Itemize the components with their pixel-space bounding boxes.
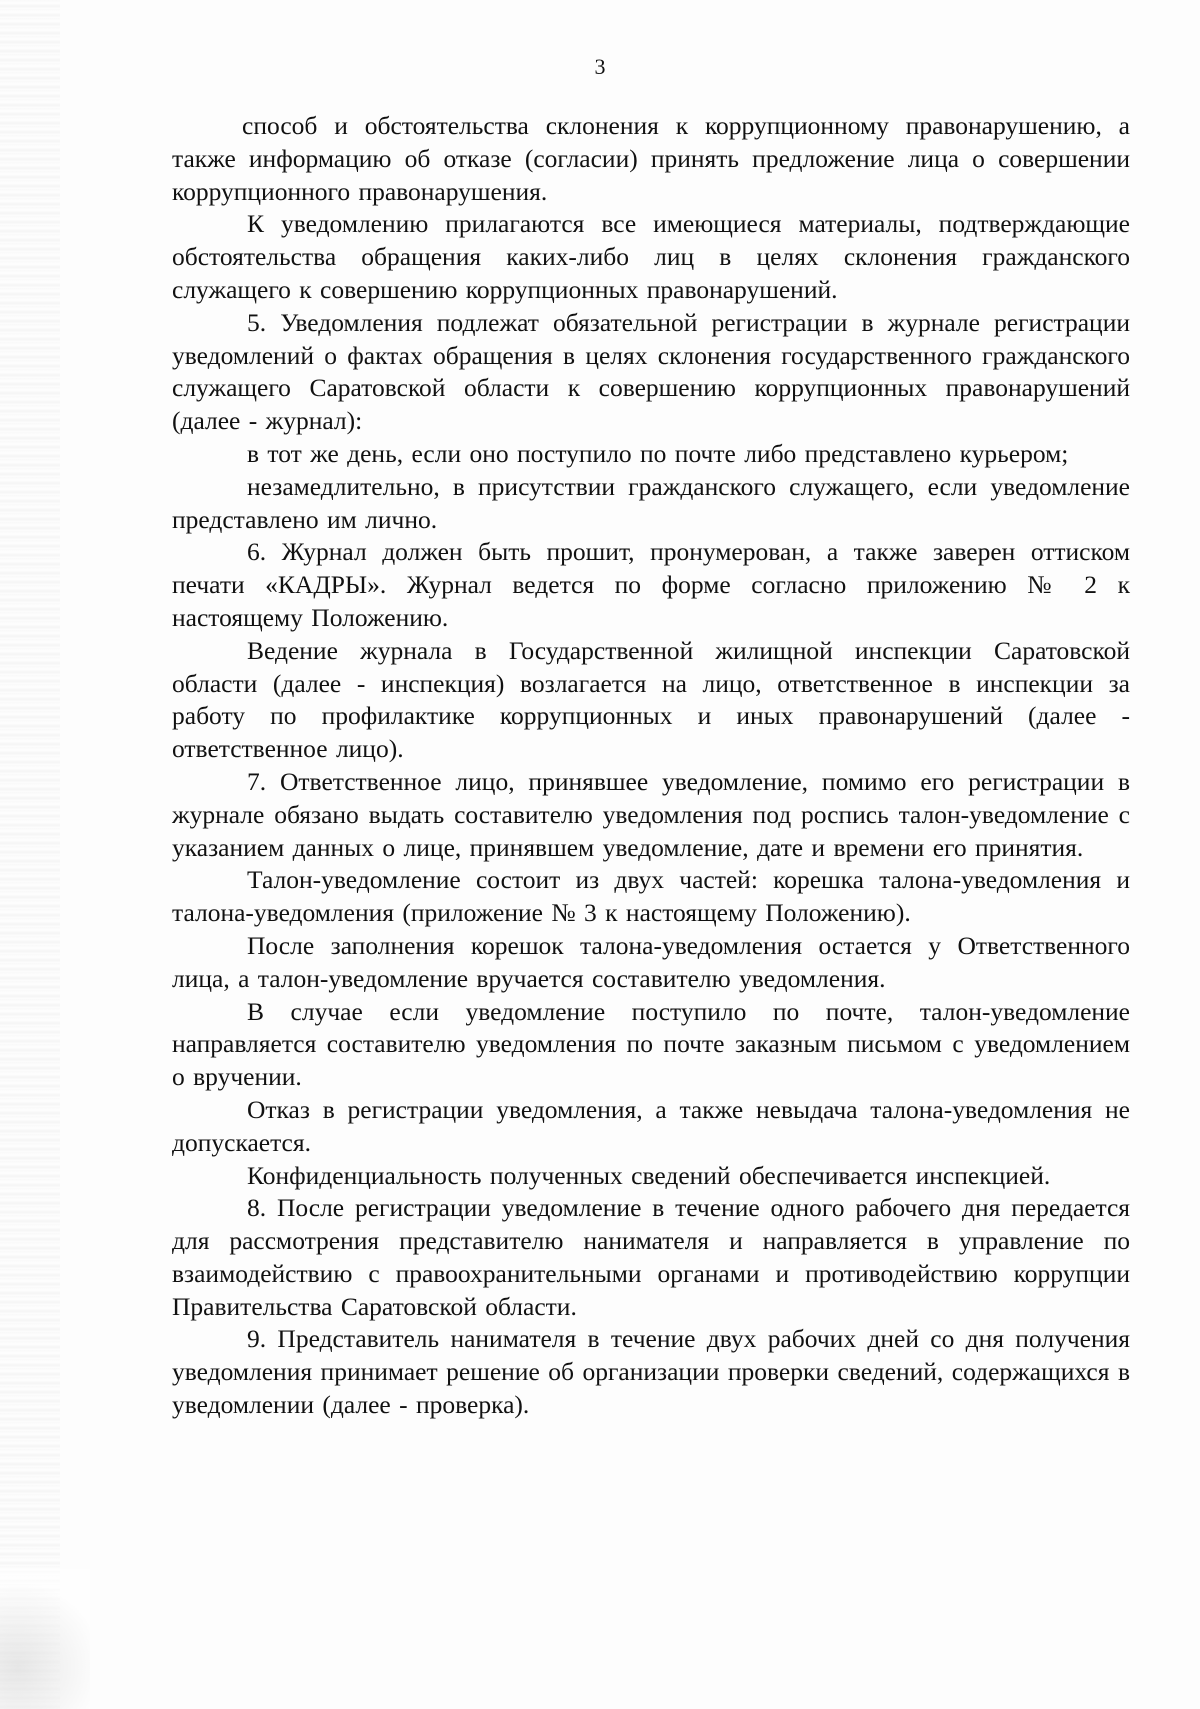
paragraph-9: Талон-уведомление состоит из двух частей: корешка талона-уведомления и талона-уведомления (приложение № 3 к настоящему Положению). (172, 865, 1130, 928)
paragraph-15: 9. Представитель нанимателя в течение двух рабочих дней со дня получения уведомления принимает решение об организации проверки сведений, содержащихся в уведомлении (далее - проверка). (172, 1324, 1130, 1420)
paragraph-2: К уведомлению прилагаются все имеющиеся материалы, подтверждающие обстоятельства обращения каких-либо лиц в целях склонения гражданского служащего к совершению коррупционных правонарушений. (172, 209, 1130, 304)
scan-noise (0, 0, 60, 1709)
document-body (172, 110, 1130, 1422)
paragraph-5: незамедлительно, в присутствии гражданского служащего, если уведомление представлено им лично. (172, 471, 1130, 534)
paragraph-13: Конфиденциальность полученных сведений обеспечивается инспекцией. (247, 1160, 1051, 1190)
scan-noise-corner (0, 1569, 90, 1709)
paragraph-6: 6. Журнал должен быть прошит, пронумерован, а также заверен оттиском печати «КАДРЫ». Журнал ведется по форме согласно приложению № 2 к настоящему Положению. (172, 537, 1130, 632)
paragraph-12: Отказ в регистрации уведомления, а также невыдача талона-уведомления не допускается. (172, 1094, 1130, 1157)
paragraph-8: 7. Ответственное лицо, принявшее уведомление, помимо его регистрации в журнале обязано выдать составителю уведомления под роспись талон-уведомление с указанием данных о лице, принявшем уведомление, дате и времени его принятия. (172, 766, 1130, 862)
paragraph-3: 5. Уведомления подлежат обязательной регистрации в журнале регистрации уведомлений о фактах обращения в целях склонения государственного гражданского служащего Саратовской области к совершению коррупционных правонарушений (далее - журнал): (172, 307, 1130, 436)
paragraph-7: Ведение журнала в Государственной жилищной инспекции Саратовской области (далее - инспекция) возлагается на лицо, ответственное в инспекции за работу по профилактике коррупционных и иных правонарушений (далее - ответственное лицо). (172, 635, 1130, 764)
paragraph-14: 8. После регистрации уведомление в течение одного рабочего дня передается для рассмотрения представителю нанимателя и направляется в управление по взаимодействию с правоохранительными органами и противодействию коррупции Правительства Саратовской области. (172, 1193, 1130, 1321)
paragraph-10: После заполнения корешок талона-уведомления остается у Ответственного лица, а талон-уведомление вручается составителю уведомления. (172, 930, 1130, 993)
paragraph-4: в тот же день, если оно поступило по почте либо представлено курьером; (247, 438, 1069, 468)
paragraph-11: В случае если уведомление поступило по почте, талон-уведомление направляется составителю уведомления по почте заказным письмом с уведомлением о вручении. (172, 996, 1130, 1092)
page-number: 3 (594, 54, 606, 79)
paragraph-1: способ и обстоятельства склонения к коррупционному правонарушению, а также информацию об отказе (согласии) принять предложение лица о совершении коррупционного правонарушения. (172, 111, 1130, 206)
